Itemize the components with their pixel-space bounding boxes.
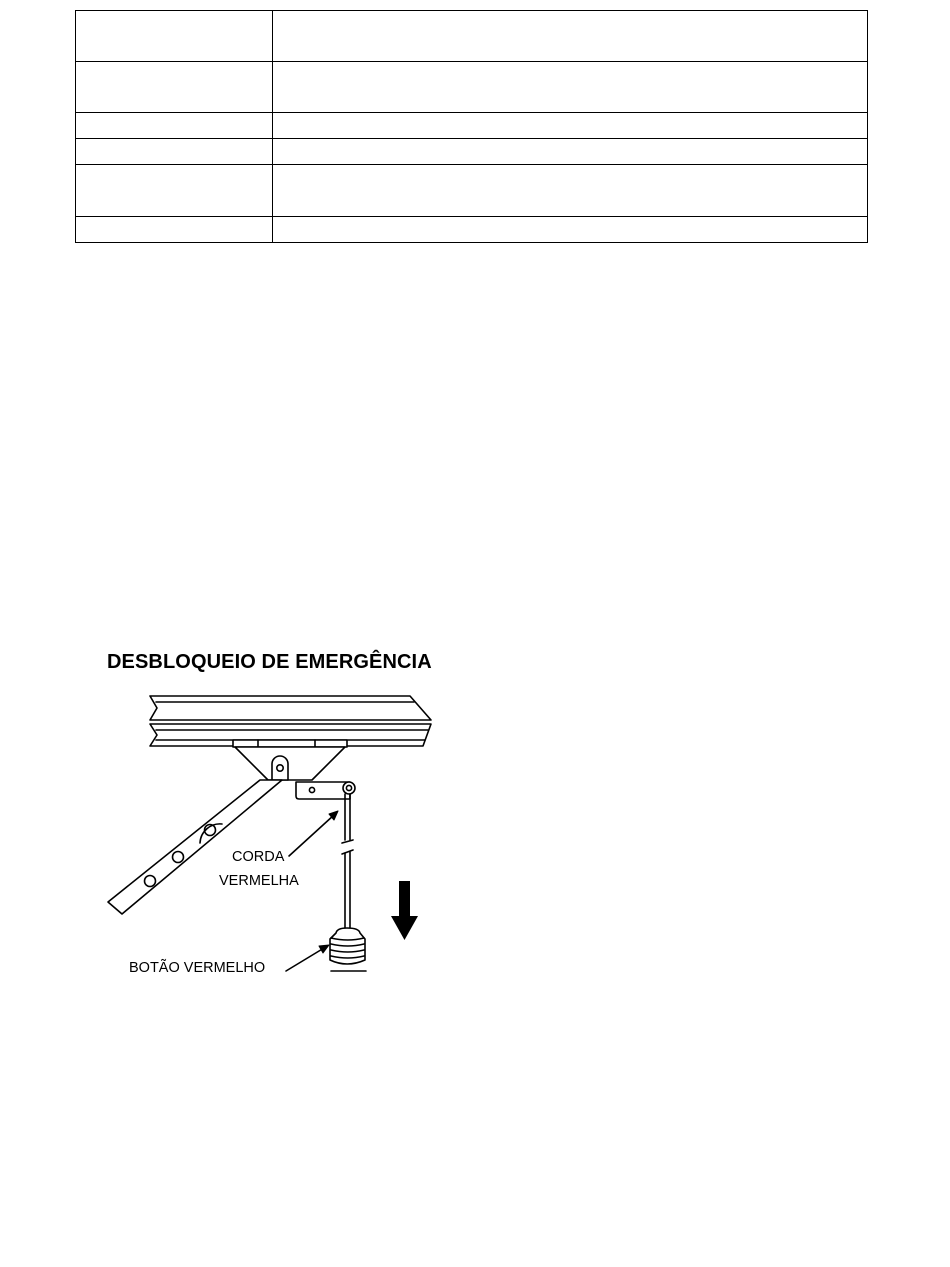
table-cell-label	[76, 139, 273, 165]
cord-label-line2: VERMELHA	[219, 873, 299, 889]
table-cell-label	[76, 11, 273, 62]
table-cell-label	[76, 217, 273, 243]
table-cell-value	[273, 11, 868, 62]
button-label: BOTÃO VERMELHO	[129, 960, 266, 976]
rail	[150, 696, 431, 746]
button-pointer-arrow	[286, 945, 329, 971]
table-cell-value	[273, 113, 868, 139]
table-cell-value	[273, 217, 868, 243]
table-row	[76, 139, 868, 165]
red-cord	[342, 794, 353, 931]
table-row	[76, 113, 868, 139]
table-cell-value	[273, 165, 868, 217]
cord-label: CORDA	[232, 849, 285, 865]
arrow-down-icon	[391, 881, 418, 940]
table-cell-label	[76, 113, 273, 139]
table-row	[76, 165, 868, 217]
table-row	[76, 11, 868, 62]
cord-pointer-arrow	[289, 811, 338, 856]
table-cell-value	[273, 62, 868, 113]
spec-table	[75, 10, 868, 243]
red-knob	[330, 928, 366, 971]
section-title: DESBLOQUEIO DE EMERGÊNCIA	[107, 651, 432, 673]
table-row	[76, 62, 868, 113]
door-arm	[108, 780, 285, 914]
table-row	[76, 217, 868, 243]
table-cell-value	[273, 139, 868, 165]
table-cell-label	[76, 62, 273, 113]
table-cell-label	[76, 165, 273, 217]
emergency-release-illustration	[100, 688, 450, 988]
emergency-release-figure	[100, 688, 450, 988]
